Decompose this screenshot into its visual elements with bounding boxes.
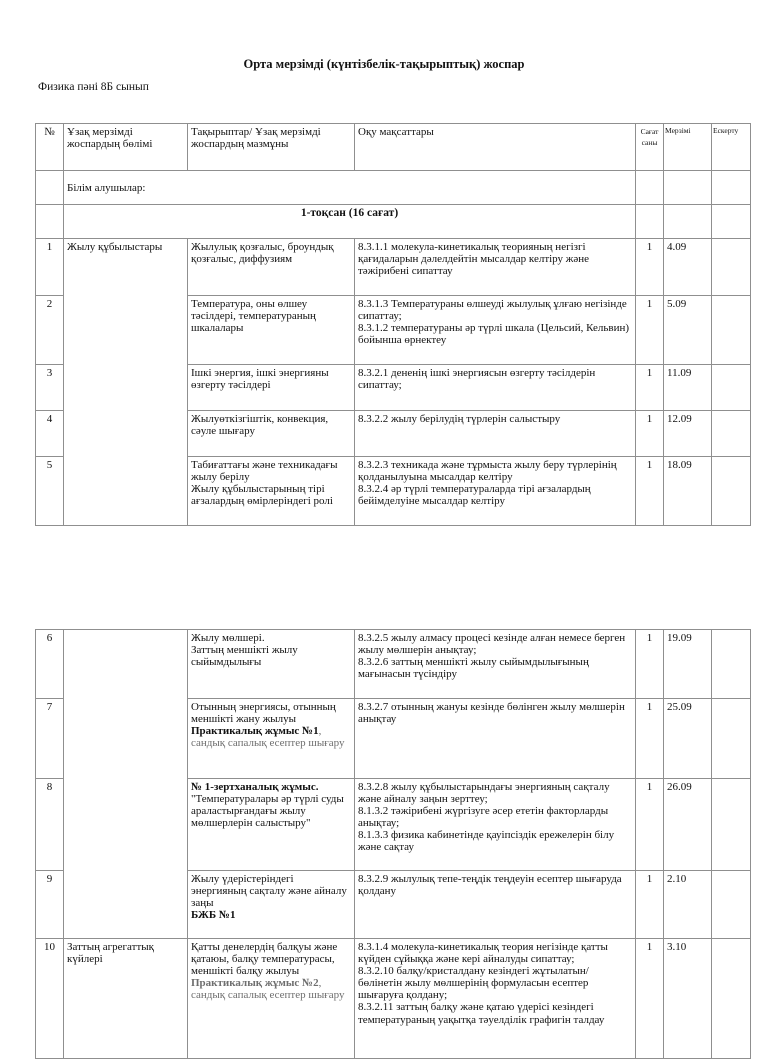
hours-cell: 1 <box>636 871 664 939</box>
note-cell <box>712 779 751 871</box>
topic-cell: Жылуөткізгіштік, конвекция, сәуле шығару <box>188 411 355 457</box>
table-row <box>36 630 751 699</box>
hours-cell: 1 <box>636 239 664 296</box>
date-cell: 25.09 <box>664 699 712 779</box>
row-num: 10 <box>36 939 64 1059</box>
note-cell <box>712 699 751 779</box>
table-row <box>36 239 751 296</box>
note-cell <box>712 411 751 457</box>
topic-cell: Ішкі энергия, ішкі энергияны өзгерту тәсілдері <box>188 365 355 411</box>
objectives-cell: 8.3.2.1 дененің ішкі энергиясын өзгерту тәсілдерін сипаттау; <box>355 365 636 411</box>
quarter-heading: 1-тоқсан (16 сағат) <box>64 205 636 239</box>
date-cell: 4.09 <box>664 239 712 296</box>
hours-cell: 1 <box>636 411 664 457</box>
students-row <box>36 171 751 205</box>
quarter-row <box>36 205 751 239</box>
topic-cell: № 1-зертханалық жұмыс. "Температуралары әр түрлі суды араластырғандағы жылу мөлшерлерін салыстыру" <box>188 779 355 871</box>
note-cell <box>712 457 751 526</box>
topic-cell: Табиғаттағы және техникадағы жылу берілу Жылу құбылыстарының тірі ағзалардың өмірлеріндегі ролі <box>188 457 355 526</box>
date-cell: 11.09 <box>664 365 712 411</box>
objectives-cell: 8.3.2.2 жылу берілудің түрлерін салыстыру <box>355 411 636 457</box>
topic-cell: Жылулық қозғалыс, броундық қозғалыс, диффузиям <box>188 239 355 296</box>
objectives-cell: 8.3.1.1 молекула-кинетикалық теорияның негізгі қағидаларын дәлелдейтін мысалдар келтіру және тәжірибені сипаттау <box>355 239 636 296</box>
section-cell: Заттың агрегаттық күйлері <box>64 939 188 1059</box>
objectives-cell: 8.3.2.3 техникада және тұрмыста жылу беру түрлерінің қолданылуына мысалдар келтіру 8.3.2.4 әр түрлі температураларда тірі ағзалардың бейімделуіне мысалдар келтіру <box>355 457 636 526</box>
row-num: 7 <box>36 699 64 779</box>
header-section: Ұзақ мерзімді жоспардың бөлімі <box>64 124 188 171</box>
objectives-cell: 8.3.2.5 жылу алмасу процесі кезінде алған немесе берген жылу мөлшерін анықтау; 8.3.2.6 заттың меншікті жылу сыйымдылығының мағынасын түсіндіру <box>355 630 636 699</box>
section-cell-continued <box>64 630 188 939</box>
header-objectives: Оқу мақсаттары <box>355 124 636 171</box>
objectives-cell: 8.3.2.8 жылу құбылыстарындағы энергияның сақталу және айналу заңын зерттеу; 8.1.3.2 тәжірибені жүргізуге әсер ететін факторларды анықтау; 8.1.3.3 физика кабинетінде қауіпсіздік ережелерін білу және сақтау <box>355 779 636 871</box>
hours-cell: 1 <box>636 699 664 779</box>
row-num: 8 <box>36 779 64 871</box>
date-cell: 12.09 <box>664 411 712 457</box>
header-topic: Тақырыптар/ Ұзақ мерзімді жоспардың мазмұны <box>188 124 355 171</box>
note-cell <box>712 365 751 411</box>
date-cell: 26.09 <box>664 779 712 871</box>
note-cell <box>712 630 751 699</box>
hours-cell: 1 <box>636 939 664 1059</box>
row-num: 2 <box>36 296 64 365</box>
note-cell <box>712 239 751 296</box>
plan-table-page-2 <box>35 629 751 1059</box>
section-cell: Жылу құбылыстары <box>64 239 188 526</box>
document-subtitle: Физика пәні 8Б сынып <box>38 81 149 93</box>
header-num: № <box>36 124 64 171</box>
row-num: 3 <box>36 365 64 411</box>
date-cell: 18.09 <box>664 457 712 526</box>
hours-cell: 1 <box>636 296 664 365</box>
header-date: Мерзімі <box>664 124 712 171</box>
hours-cell: 1 <box>636 630 664 699</box>
plan-table-page-1 <box>35 123 751 526</box>
date-cell: 3.10 <box>664 939 712 1059</box>
topic-cell: Температура, оны өлшеу тәсілдері, температураның шкалалары <box>188 296 355 365</box>
objectives-cell: 8.3.1.4 молекула-кинетикалық теория негізінде қатты күйден сұйыққа және кері айналуды сипаттау; 8.3.2.10 балқу/кристалдану кезіндегі жұтылатын/бөлінетін жылу мөлшерінің формуласын есептер шығаруға қолдану; 8.3.2.11 заттың балқу және қатаю үдерісі кезіндегі температураның уақытқа тәуелділік графигін талдау <box>355 939 636 1059</box>
students-label: Білім алушылар: <box>64 171 636 205</box>
topic-cell: Отынның энергиясы, отынның меншікті жану жылуы Практикалық жұмыс №1, сандық сапалық есептер шығару <box>188 699 355 779</box>
table-header-row <box>36 124 751 171</box>
hours-cell: 1 <box>636 365 664 411</box>
date-cell: 19.09 <box>664 630 712 699</box>
topic-cell: Жылу мөлшері. Заттың меншікті жылу сыйымдылығы <box>188 630 355 699</box>
objectives-cell: 8.3.2.7 отынның жануы кезінде бөлінген жылу мөлшерін анықтау <box>355 699 636 779</box>
header-hours: Сағат саны <box>636 124 664 171</box>
objectives-cell: 8.3.2.9 жылулық тепе-теңдік теңдеуін есептер шығаруда қолдану <box>355 871 636 939</box>
date-cell: 2.10 <box>664 871 712 939</box>
topic-cell: Қатты денелердің балқуы және қатаюы, балқу температурасы, меншікті балқу жылуы Практикалық жұмыс №2, сандық сапалық есептер шығару <box>188 939 355 1059</box>
document-title: Орта мерзімді (күнтізбелік-тақырыптық) жоспар <box>243 57 525 71</box>
row-num: 4 <box>36 411 64 457</box>
topic-cell: Жылу үдерістеріндегі энергияның сақталу және айналу заңы БЖБ №1 <box>188 871 355 939</box>
objectives-cell: 8.3.1.3 Температураны өлшеуді жылулық ұлғаю негізінде сипаттау; 8.3.1.2 температураны әр түрлі шкала (Цельсий, Кельвин) бойынша өрнектеу <box>355 296 636 365</box>
header-note: Ескерту <box>712 124 751 171</box>
note-cell <box>712 871 751 939</box>
row-num: 6 <box>36 630 64 699</box>
table-row <box>36 939 751 1059</box>
row-num: 9 <box>36 871 64 939</box>
row-num: 5 <box>36 457 64 526</box>
note-cell <box>712 939 751 1059</box>
date-cell: 5.09 <box>664 296 712 365</box>
row-num: 1 <box>36 239 64 296</box>
hours-cell: 1 <box>636 457 664 526</box>
hours-cell: 1 <box>636 779 664 871</box>
note-cell <box>712 296 751 365</box>
